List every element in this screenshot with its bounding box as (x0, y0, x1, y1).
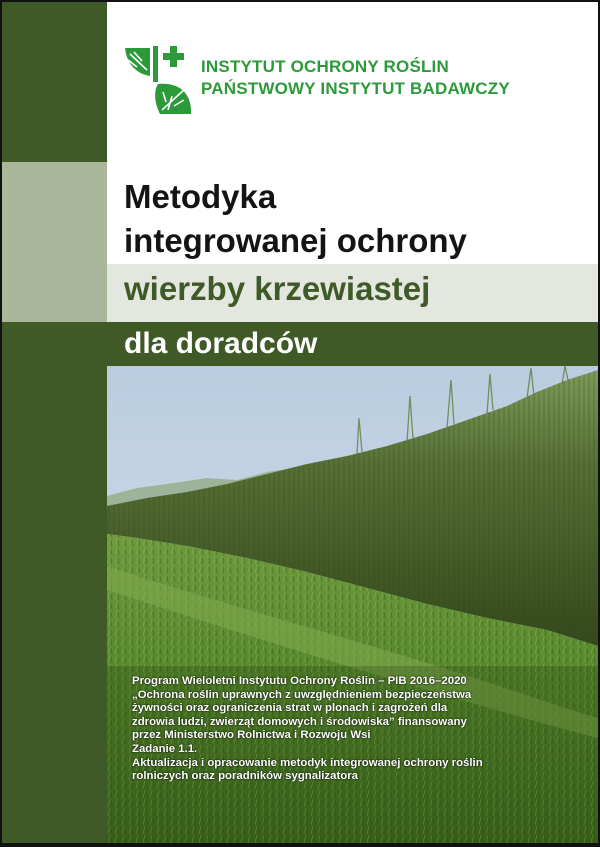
institute-logo-icon (122, 44, 194, 116)
left-green-strip (2, 2, 107, 843)
program-line: Aktualizacja i opracowanie metodyk integrowanej ochrony roślin (132, 756, 483, 769)
title-line-2: integrowanej ochrony (124, 222, 467, 259)
program-line: zdrowia ludzi, zwierząt domowych i środowiska” finansowany (132, 715, 467, 728)
program-line: Zadanie 1.1. (132, 742, 198, 755)
title-line-3: wierzby krzewiastej (124, 270, 431, 307)
left-sage-block (2, 162, 107, 322)
program-line: rolniczych oraz poradników sygnalizatora (132, 770, 358, 783)
institute-name-line2: PAŃSTWOWY INSTYTUT BADAWCZY (201, 79, 510, 98)
title-line-1: Metodyka (124, 178, 277, 215)
title-line-4: dla doradców (124, 327, 318, 360)
institute-name (201, 56, 510, 100)
program-description (132, 675, 592, 784)
program-line: przez Ministerstwo Rolnictwa i Rozwoju Wsi (132, 729, 371, 742)
program-line: „Ochrona roślin uprawnych z uwzględnieniem bezpieczeństwa (132, 688, 472, 701)
cover-page (2, 2, 598, 843)
program-line: Program Wieloletni Instytutu Ochrony Roślin – PIB 2016–2020 (132, 675, 467, 687)
institute-name-line1: INSTYTUT OCHRONY ROŚLIN (201, 57, 449, 76)
program-line: żywności oraz ograniczenia strat w plonach i zagrożeń dla (132, 702, 448, 715)
